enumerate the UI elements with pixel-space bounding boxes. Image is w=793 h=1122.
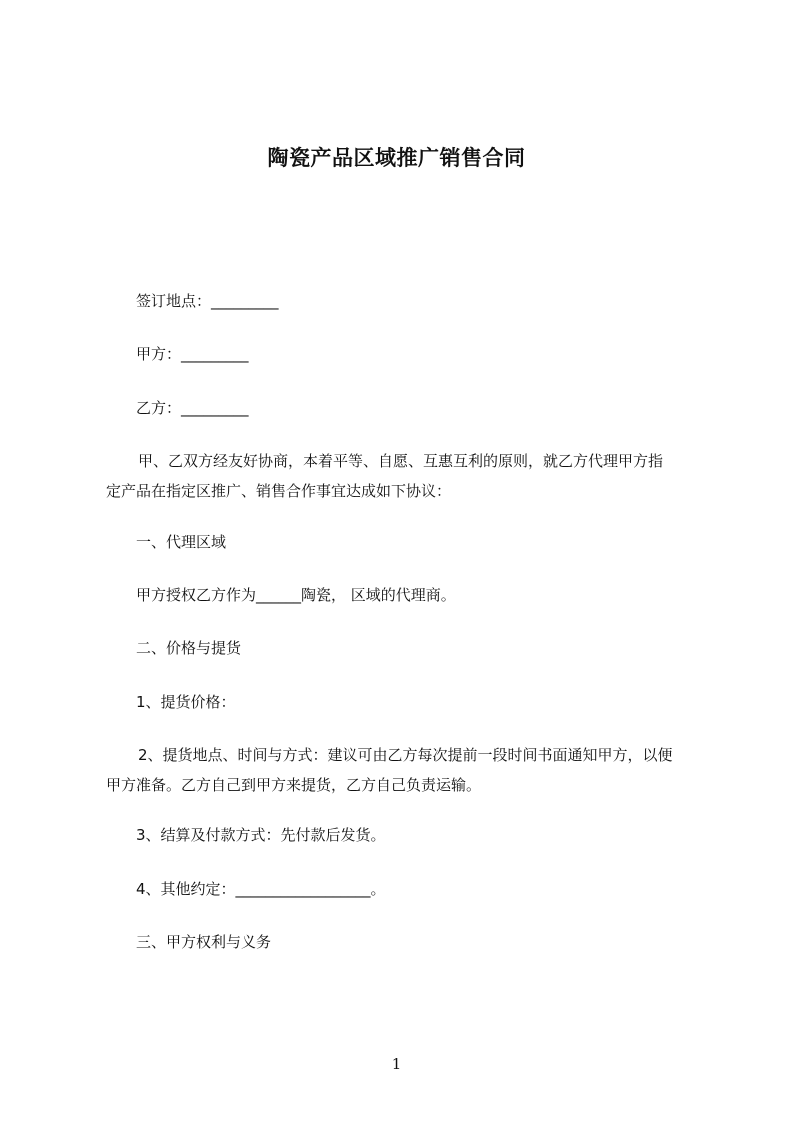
section-3-heading: 三、甲方权利与义务: [136, 933, 272, 951]
item-2-paragraph: [106, 740, 706, 800]
intro-line-1: 甲、乙双方经友好协商，本着平等、自愿、互惠互利的原则，就乙方代理甲方指: [138, 452, 664, 470]
item-2-line-2: 甲方准备。乙方自己到甲方来提货，乙方自己负责运输。: [106, 776, 482, 794]
section-2-heading: 二、价格与提货: [136, 639, 242, 657]
page-number: 1: [391, 1055, 402, 1073]
section-1-heading: 一、代理区域: [136, 533, 227, 551]
item-4-other-terms: 4、其他约定：__________________。: [136, 880, 386, 898]
document-title: 陶瓷产品区域推广销售合同: [267, 146, 526, 170]
item-1-pickup-price: 1、提货价格：: [136, 693, 236, 711]
party-a-line: 甲方：_________: [136, 345, 249, 363]
section-1-text: 甲方授权乙方作为______陶瓷， 区域的代理商。: [136, 586, 456, 604]
intro-line-2: 定产品在指定区推广、销售合作事宜达成如下协议：: [106, 482, 452, 500]
signing-place-line: 签订地点：_________: [136, 292, 279, 310]
intro-paragraph: [106, 446, 706, 506]
party-b-line: 乙方：_________: [136, 399, 249, 417]
item-2-line-1: 2、提货地点、时间与方式：建议可由乙方每次提前一段时间书面通知甲方，以便: [138, 746, 673, 764]
item-3-settlement: 3、结算及付款方式：先付款后发货。: [136, 826, 386, 844]
